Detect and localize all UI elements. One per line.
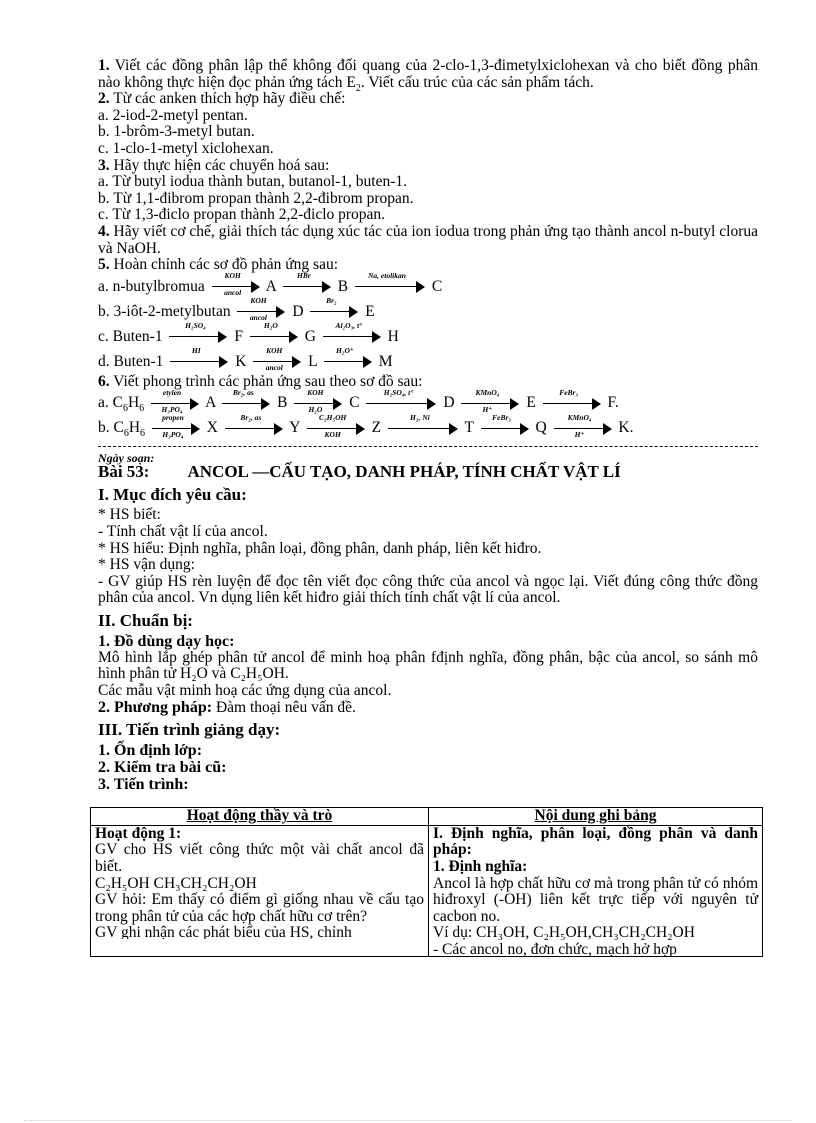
reagent-label: Br₂, as	[240, 412, 262, 422]
question-text: Hãy viết cơ chế, giải thích tác dụng xúc tác của ion iodua trong phản ứng tạo thành ancol n-butyl clorua và NaOH.	[98, 222, 759, 257]
question-title: Viết phong trình các phản ứng sau theo sơ đồ sau:	[113, 372, 423, 390]
board-content-cell	[429, 825, 763, 956]
reaction-arrow	[324, 346, 372, 368]
reagent-label: H₂O⁺	[336, 346, 354, 356]
question-2	[98, 91, 758, 108]
product: X	[206, 419, 218, 437]
content-subtitle: 1. Định nghĩa:	[433, 858, 528, 876]
product: D	[443, 394, 455, 412]
table-header: Hoạt động thầy và trò	[91, 808, 429, 826]
cell-line: GV hỏi: Em thấy có điểm gì giống nhau về cấu tạo trong phân tử của các hợp chất hữu cơ trên?	[95, 891, 424, 925]
product: K.	[618, 419, 634, 437]
reaction-arrow	[250, 321, 298, 343]
content-title: I. Định nghĩa, phân loại, đồng phân và danh pháp:	[433, 824, 758, 859]
scheme-6b	[98, 412, 758, 440]
product: F	[234, 327, 243, 345]
reaction-arrow	[388, 412, 458, 435]
subsection-heading: 1. Đồ dùng dạy học:	[98, 632, 235, 650]
product: Y	[289, 419, 300, 437]
paragraph: Các mẫu vật minh hoạ các ứng dụng của ancol.	[98, 682, 392, 700]
question-title: Hoàn chỉnh các sơ đồ phản ứng sau:	[113, 256, 339, 274]
subsection-heading: 2. Phương pháp:	[98, 698, 213, 716]
question-text: Viết các đồng phân lập thể không đối quang của 2-clo-1,3-đimetylxiclohexan và cho biết đồng phân nào không thực hiện đọc phản ứng tách E	[98, 57, 758, 91]
page-bottom-line	[24, 1120, 792, 1121]
question-number: 2.	[98, 90, 110, 108]
product: C	[431, 277, 443, 295]
reagent-label: KMnO₄	[567, 412, 592, 422]
product: L	[308, 352, 318, 370]
reagent-label: C₂H₅OH	[319, 412, 347, 422]
scheme-start: b. $C_6H_6$	[98, 419, 146, 440]
section-heading: III. Tiến trình giảng dạy:	[98, 720, 281, 740]
cell-line: C₂H₅OH CH₃CH₂CH₂OH	[95, 874, 257, 892]
reaction-arrow	[355, 271, 425, 293]
reagent-label: Br₂, as	[232, 387, 254, 397]
list-item: * HS biết:	[98, 506, 161, 524]
method-line	[98, 700, 758, 717]
product: H	[387, 327, 399, 345]
product: K	[235, 352, 247, 370]
condition-label: ancol	[249, 313, 268, 323]
lesson-table	[90, 807, 763, 957]
section-heading: I. Mục đích yêu cầu:	[98, 485, 247, 505]
reagent-label: KOH	[250, 296, 267, 306]
question-3	[98, 158, 758, 175]
reaction-arrow	[294, 387, 342, 414]
reagent-label: FeBr₃	[492, 412, 512, 422]
scheme-5a	[98, 271, 758, 299]
product: A	[265, 277, 277, 295]
reaction-arrow	[152, 412, 200, 439]
step-heading: 2. Kiểm tra bài cũ:	[98, 759, 227, 777]
reagent-label: H₂SO₄, t°	[383, 387, 414, 397]
reaction-arrow	[461, 387, 519, 414]
reagent-label: H₂SO₄	[185, 321, 206, 331]
product: B	[337, 277, 349, 295]
condition-label: KOH	[324, 429, 341, 439]
list-item: - Tính chất vật lí của ancol.	[98, 522, 268, 540]
document-page	[95, 57, 759, 957]
reaction-arrow	[554, 412, 612, 439]
reagent-label: H₂, Ni	[410, 412, 430, 422]
reaction-arrow	[169, 321, 227, 343]
reagent-label: H₂O	[263, 321, 278, 331]
table-header: Nội dung ghi bảng	[429, 808, 763, 826]
product: B	[277, 394, 288, 412]
lesson-number: Bài 53:	[98, 462, 150, 482]
section-divider	[98, 446, 758, 447]
step-heading: 1. Ổn định lớp:	[98, 742, 203, 760]
scheme-start: c. Buten-1	[98, 327, 163, 345]
reagent-label: HI	[191, 346, 201, 356]
reagent-label: Al₂O₃, t°	[335, 321, 363, 331]
question-number: 4.	[98, 222, 110, 240]
list-item: c. 1-clo-1-metyl xiclohexan.	[98, 139, 274, 157]
reagent-label: Na, etolikan	[368, 271, 406, 281]
question-title: Từ các anken thích hợp hãy điều chế:	[113, 90, 346, 108]
cell-line: GV ghi nhận các phát biểu của HS, chỉnh	[95, 925, 352, 940]
product: E	[365, 302, 375, 320]
scheme-start: a. $C_6H_6$	[98, 394, 145, 415]
product: A	[205, 394, 216, 412]
lesson-title: ANCOL —CẤU TẠO, DANH PHÁP, TÍNH CHẤT VẬT LÍ	[187, 462, 621, 482]
cell-line: - Các ancol no, đơn chức, mạch hở hợp	[433, 942, 677, 956]
product: D	[292, 302, 304, 320]
reaction-arrow	[237, 296, 285, 323]
list-item: * HS hiểu: Định nghĩa, phân loại, đồng phân, danh pháp, liên kết hiđro.	[98, 539, 542, 557]
cell-line: Ancol là hợp chất hữu cơ mà trong phân tử có nhóm hiđroxyl (-OH) liên kết trực tiếp với nguyên tử cacbon no.	[433, 874, 758, 925]
reaction-arrow	[151, 387, 199, 414]
condition-label: H⁺	[574, 429, 585, 439]
question-number: 1.	[98, 57, 110, 74]
scheme-start: a. n-butylbromua	[98, 277, 205, 295]
product: M	[378, 352, 393, 370]
reaction-arrow	[222, 387, 270, 410]
reagent-label: propen	[162, 412, 184, 422]
reagent-label: etylen	[162, 387, 182, 397]
question-4	[98, 224, 758, 257]
lesson-title-line	[98, 463, 758, 481]
product: C	[349, 394, 360, 412]
scheme-start: b. 3-iôt-2-metylbutan	[98, 302, 231, 320]
question-title: Hãy thực hiện các chuyển hoá sau:	[113, 156, 330, 174]
question-number: 5.	[98, 256, 110, 274]
reaction-arrow	[307, 412, 365, 439]
condition-label: H⁺	[482, 404, 493, 414]
product: Q	[535, 419, 547, 437]
scheme-5d	[98, 346, 758, 374]
question-1	[98, 57, 758, 94]
question-text-end: . Viết cấu trúc của các sản phẩm tách.	[360, 73, 594, 91]
reagent-label: KOH	[224, 271, 241, 281]
reagent-label: FeBr₃	[559, 387, 579, 397]
section-heading: II. Chuẩn bị:	[98, 610, 193, 630]
product: Z	[371, 419, 382, 437]
question-number: 3.	[98, 156, 110, 174]
scheme-5c	[98, 321, 758, 349]
product: F.	[607, 394, 619, 412]
teacher-activity-cell	[91, 825, 429, 956]
reaction-arrow	[225, 412, 283, 435]
condition-label: ancol	[265, 363, 283, 373]
list-item: a. 2-iod-2-metyl pentan.	[98, 106, 248, 124]
question-number: 6.	[98, 372, 110, 390]
reagent-label: KOH	[307, 387, 324, 397]
reaction-arrow	[481, 412, 529, 435]
product: T	[464, 419, 474, 437]
reaction-arrow	[170, 346, 228, 368]
reagent-label: HBr	[297, 271, 311, 281]
reaction-arrow	[323, 321, 381, 343]
list-item: * HS vận dụng:	[98, 556, 195, 574]
method-text: Đàm thoại nêu vấn đề.	[215, 698, 356, 716]
reagent-label: Br₂	[326, 296, 337, 306]
list-item: b. 1-brôm-3-metyl butan.	[98, 123, 255, 141]
reaction-arrow	[366, 387, 436, 410]
condition-label: H₂O	[308, 404, 323, 414]
list-item: b. Từ 1,1-đibrom propan thành 2,2-đibrom propan.	[98, 189, 414, 207]
reagent-label: KOH	[266, 346, 283, 356]
scheme-5b	[98, 296, 758, 324]
condition-label: ancol	[224, 288, 242, 298]
reaction-arrow	[212, 271, 260, 298]
reagent-label: KMnO₄	[475, 387, 500, 397]
question-5	[98, 257, 758, 274]
cell-line: Ví dụ: CH₃OH, C₂H₅OH,CH₃CH₂CH₂OH	[433, 924, 695, 942]
cell-line: GV cho HS viết công thức một vài chất ancol đã biết.	[95, 841, 424, 876]
reaction-arrow	[543, 387, 601, 410]
date-label: Ngày soạn:	[98, 451, 155, 466]
product: E	[526, 394, 536, 412]
subscript: 2	[355, 82, 361, 94]
activity-title: Hoạt động 1:	[95, 824, 182, 842]
condition-label: H₃PO₄	[162, 429, 184, 439]
product: G	[304, 327, 316, 345]
reaction-arrow	[310, 296, 358, 318]
reaction-arrow	[283, 271, 331, 293]
scheme-start: d. Buten-1	[98, 352, 164, 370]
paragraph: Mô hình lắp ghép phân tử ancol để minh hoạ phân fđịnh nghĩa, đồng phân, bậc của ancol, so sánh mô hình phân tử H₂O và C₂H₅OH.	[98, 648, 758, 683]
step-heading: 3. Tiến trình:	[98, 776, 189, 794]
list-item: - GV giúp HS rèn luyện để đọc tên viết đọc công thức của ancol và ngọc lại. Viết đúng công thức đồng phân của ancol. Vn dụng liên kết hiđro giải thích tính chất vật lí của ancol.	[98, 572, 758, 607]
list-item: c. Từ 1,3-điclo propan thành 2,2-điclo propan.	[98, 206, 386, 224]
condition-label: H₃PO₄	[161, 404, 183, 414]
list-item: a. Từ butyl iodua thành butan, butanol-1, buten-1.	[98, 173, 408, 191]
scheme-6a	[98, 387, 758, 415]
reaction-arrow	[253, 346, 301, 373]
